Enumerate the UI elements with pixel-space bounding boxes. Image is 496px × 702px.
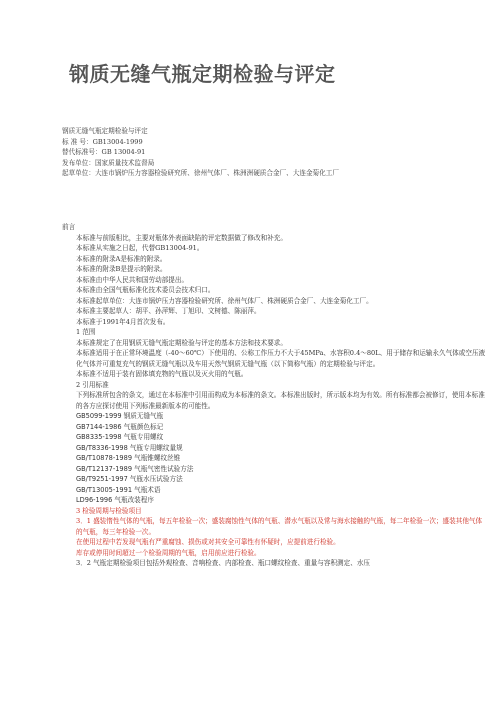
body-line: GB/T13005-1991 气瓶术语 [76, 485, 161, 494]
body-line: GB7144-1986 气瓶颜色标记 [76, 422, 164, 431]
body-line: 本标准于1991年4月首次发布。 [76, 317, 170, 326]
body-line: 本标准由全国气瓶标准化技术委员会技术归口。 [76, 286, 215, 294]
preface-heading: 前言 [62, 223, 76, 231]
body-line: 本标准与前版相比，主要对瓶体外表面缺陷的评定数据做了修改和补充。 [76, 233, 287, 242]
body-line: 3．1 盛装惰性气体的气瓶，每五年检验一次；盛装腐蚀性气体的气瓶、潜水气瓶以及常与海水接触的气瓶，每二年检验一次；盛装其他气体的气瓶，每三年检验一次。 [76, 517, 483, 536]
body-line: 库存或停用时间超过一个检验周期的气瓶，启用前应进行检验。 [76, 548, 261, 557]
body-line: 3 检验周期与检验项目 [76, 506, 142, 515]
body-line: 1 范围 [76, 328, 96, 336]
body-line: 本标准规定了在用钢质无缝气瓶定期检验与评定的基本方法和技术要求。 [76, 338, 287, 347]
body-line: 本标准由中华人民共和国劳动部提出。 [76, 275, 189, 284]
document-title: 钢质无缝气瓶定期检验与评定 [69, 62, 336, 86]
body-line: 本标准适用于在正常环境温度（-40～60℃）下使用的、公称工作压力不大于45MPa、水容积0.4～80L、用于储存和运输永久气体或空压液化气体并可重复充气的钢质无缝气瓶以及车用天然气钢质无缝气瓶（以下简称气瓶）的定期检验与评定。 [76, 349, 486, 368]
meta-line: 标 准 号：GB13004-1999 [62, 137, 143, 146]
meta-line: 钢质无缝气瓶定期检验与评定 [62, 127, 148, 135]
body-line: 在使用过程中若发现气瓶有严重腐蚀、损伤或对其安全可靠性有怀疑时，应提前进行检验。 [76, 538, 340, 546]
document-body [62, 222, 486, 569]
document-meta [62, 126, 482, 179]
meta-line: 替代标准号：GB 13004-91 [62, 148, 146, 156]
body-line: LD96-1996 气瓶改装程序 [76, 496, 154, 504]
meta-line: 起草单位：大连市锅炉压力容器检验研究所、徐州气体厂、株洲洲硬质合金厂、大连金菊化工厂 [62, 169, 339, 177]
body-line: GB/T12137-1989 气瓶气密性试验方法 [76, 464, 194, 473]
body-line: 本标准从实施之日起，代替GB13004-91。 [76, 244, 204, 252]
body-line: 本标准主要起草人：胡平、孙萍辉、丁旭印、文树德、陈丽萍。 [76, 307, 261, 315]
body-line: GB/T10878-1989 气瓶锥螺纹丝锥 [76, 454, 181, 462]
body-line: GB/T8336-1998 气瓶专用螺纹量规 [76, 443, 183, 452]
body-line: 本标准起草单位：大连市锅炉压力容器检验研究所、徐州气体厂、株洲硬质合金厂、大连金菊化工厂。 [76, 296, 373, 305]
body-lines [62, 233, 486, 569]
body-line: 2 引用标准 [76, 380, 109, 389]
body-line: GB8335-1998 气瓶专用螺纹 [76, 433, 164, 441]
body-line: 3．2 气瓶定期检验项目包括外观检查、音响检查、内部检查、瓶口螺纹检查、重量与容积测定、水压 [76, 559, 371, 567]
body-line: GB5099-1999 钢质无缝气瓶 [76, 412, 164, 420]
body-line: 下列标准所包含的条文，通过在本标准中引用而构成为本标准的条文。本标准出版时，所示版本均为有效。所有标准都会被修订，使用本标准的各方应探讨使用下列标准最新版本的可能性。 [76, 391, 485, 410]
body-line: 本标准不适用于装有固体填充物的气瓶以及灭火用的气瓶。 [76, 370, 248, 378]
body-line: GB/T9251-1997 气瓶水压试验方法 [76, 475, 183, 483]
meta-line: 发布单位：国家质量技术监督局 [62, 158, 155, 167]
body-line: 本标准的附录A是标准的附录。 [76, 254, 167, 263]
body-line: 本标准的附录B是提示的附录。 [76, 265, 167, 273]
